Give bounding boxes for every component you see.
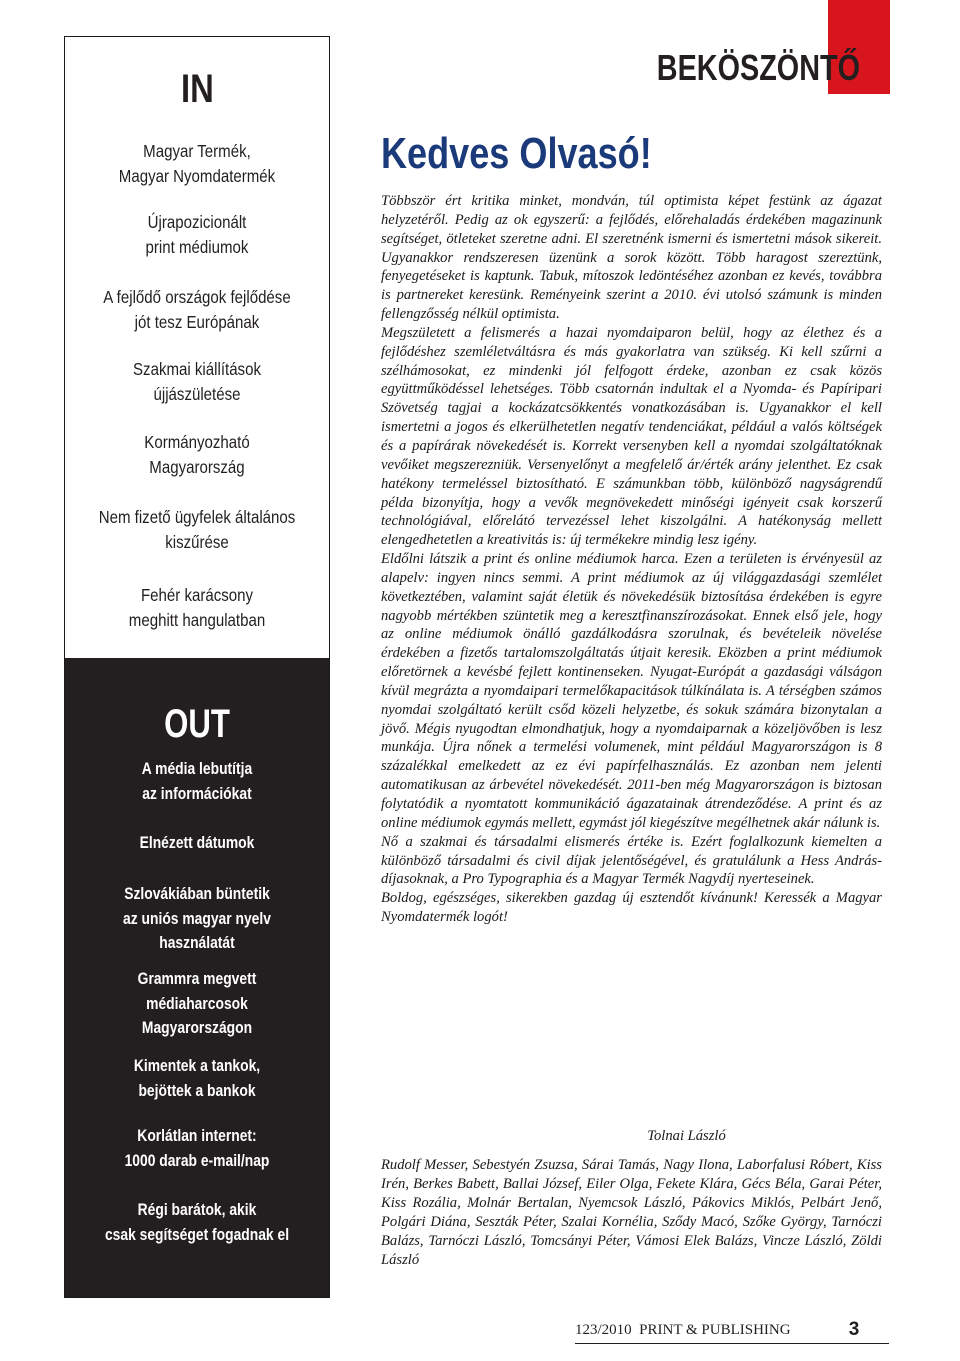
in-item: Magyar Termék, Magyar Nyomdatermék — [118, 141, 276, 186]
out-item: A média lebutítja az információkat — [141, 760, 253, 803]
in-panel — [65, 37, 329, 658]
out-panel — [65, 658, 329, 1297]
salutation-title: Kedves Olvasó! — [381, 129, 652, 178]
in-item: Nem fizető ügyfelek általános kiszűrése — [98, 507, 296, 552]
in-item: A fejlődő országok fejlődése jót tesz Európának — [103, 287, 291, 332]
body-paragraph: Többször ért kritika minket, mondván, túl optimista képet festünk az ágazat helyzetéről. Pedig az ok egyszerű: a fejlődés, előrehaladás érdekében magazinunk segítséget, ötleteket szeretne adni. El szeretnénk ismerni és ismertetni mások sikereit. Ugyanakkor rendszeresen üzenünk a sorok között. Több haragost szereztünk, fenyegetéseket is kaptunk. Tabuk, mítoszok ledöntéséhez azonban ez kevés, továbbra is partnereket keresünk. Reményeink szerint a 2010. évi utolsó számunk is minden fellengzősség nélkül optimista. — [381, 193, 882, 323]
body-paragraph: Nő a szakmai és társadalmi elismerés értéke is. Ezért foglalkozunk kiemelten a különböző társadalmi és civil díjak jelentőségével, és gratulálunk a Hess András-díjasoknak, a Pro Typographia és a Magyar Termék Nagydíj nyerteseinek. — [381, 833, 882, 888]
out-item: Szlovákiában büntetik az uniós magyar nyelv használatát — [123, 885, 271, 952]
contributors-list: Rudolf Messer, Sebestyén Zsuzsa, Sárai Tamás, Nagy Ilona, Laborfalusi Róbert, Kiss Irén, Berkes Babett, Ballai József, Eiler Olga, Fekete Klára, Gécs Béla, Garai Péter, Kiss Rozália, Molnár Bertalan, Nyemcsok László, Pákovics Miklós, Pelbárt Jenő, Polgári Diána, Seszták Péter, Szalai Kornélia, Sződy Macó, Szőke György, Tarnóczi Balázs, Tarnóczi László, Tomcsányi Péter, Vámosi Elek Balázs, Vincze László, Zöldi László — [381, 1157, 882, 1268]
out-item: Grammra megvett médiaharcosok Magyarországon — [137, 970, 257, 1037]
out-item: Korlátlan internet: 1000 darab e-mail/nap — [124, 1127, 270, 1170]
in-item: Fehér karácsony meghitt hangulatban — [128, 585, 266, 630]
in-out-sidebar — [64, 36, 330, 1298]
editorial-body — [381, 192, 882, 927]
page-number: 3 — [848, 1319, 860, 1340]
in-item: Újrapozicionált print médiumok — [145, 212, 249, 257]
out-item: Régi barátok, akik csak segítséget fogadnak el — [104, 1201, 290, 1244]
in-item: Szakmai kiállítások újjászületése — [133, 359, 261, 404]
out-item: Kimentek a tankok, bejöttek a bankok — [133, 1057, 261, 1100]
in-heading: IN — [181, 67, 214, 111]
body-paragraph: Megszületett a felismerés a hazai nyomdaiparon belül, hogy az élethez és a fejlődéshez szemléletváltásra és más gyakorlatra van szükség. Ki kell szűrni a szélhámosokat, ez mindenki jól felfogott érdeke, azonban ez csak közös együttműködéssel lehetséges. Több csatornán indultak el a Nyomda- és Papíripari Szövetség tagjai a kockázatcsökkentés vonatkozásában is. Ugyanakkor el kell ismertetni a jogos és elkerülhetetlen negatív tendenciákat, például a valós költségek és a papírárak növekedését is. Korrekt versenyben kell a nyomdai szolgáltatóknak vevőiket megszerezniük. Versenyelőnyt a megfelelő ár/érték arány jelenthet. Ez csak hatékony termeléssel biztosítható. E számunkban több, különböző nagyságrendű példa bizonyítja, hogy a vevők megnövekedett minőségi igényeit csak korszerű technológiával, előrelátó tervezéssel lehet kiszolgálni. A hatékonyság mellett elengedhetetlen a kreativitás is: új termékekre mindig lesz igény. — [381, 324, 882, 549]
page-footer — [575, 1316, 889, 1344]
out-heading: OUT — [164, 702, 230, 746]
out-item: Elnézett dátumok — [139, 834, 255, 852]
in-item: Kormányozható Magyarország — [144, 432, 250, 477]
issue-number: 123/2010 — [575, 1322, 632, 1338]
author-signature: Tolnai László — [647, 1128, 726, 1144]
section-label: BEKÖSZÖNTŐ — [656, 47, 860, 88]
publication-name: PRINT & PUBLISHING — [639, 1322, 791, 1338]
footer-publication — [575, 1322, 791, 1339]
body-paragraph: Eldőlni látszik a print és online médiumok harca. Ezen a területen is érvényesül az alapelv: ingyen nincs semmi. A print médiumok az új világgazdasági szemlélet következtében, valamint saját életük és növekedésük biztosítása érdekében is egyre nagyobb mértékben szüntetik meg a keresztfinanszírozásokat. Ennek első jele, hogy az online médiumok önálló gazdálkodásra szorulnak, és bevételeik növelése érdekében a fizetős tartalomszolgáltatás útjait keresik. Eközben a print médiumok előretörnek a kevésbé fejlett kontinenseken. Nyugat-Európát a gazdasági válságon kívül megrázta a nyomdaipari termelőkapacitások túlkínálata is. A térségben számos nyomdai szolgáltató került csőd közeli helyzetbe, és sokuk számára bizonytalan a jövő. Mégis nyugodtan elmondhatjuk, hogy a nyomdaiparnak a közeljövőben is lesz munkája. Újra nőnek a termelési volumenek, mint például Magyarországon is 8 százalékkal emelkedett az ez évi papírfelhasználás. Ez azonban nem jelenti automatikusan az árbevétel növekedését. 2011-ben még Magyarországon is biztosan folytatódik a nyomtatott kommunikáció ágazatainak átrendeződése. A print és az online médiumok egymás mellett, egymást jól kiegészítve megélhetnek akár nálunk is. — [381, 551, 882, 831]
body-paragraph: Boldog, egészséges, sikerekben gazdag új esztendőt kívánunk! Keressék a Magyar Nyomdatermék logót! — [381, 890, 882, 926]
footer-rule — [575, 1343, 889, 1344]
